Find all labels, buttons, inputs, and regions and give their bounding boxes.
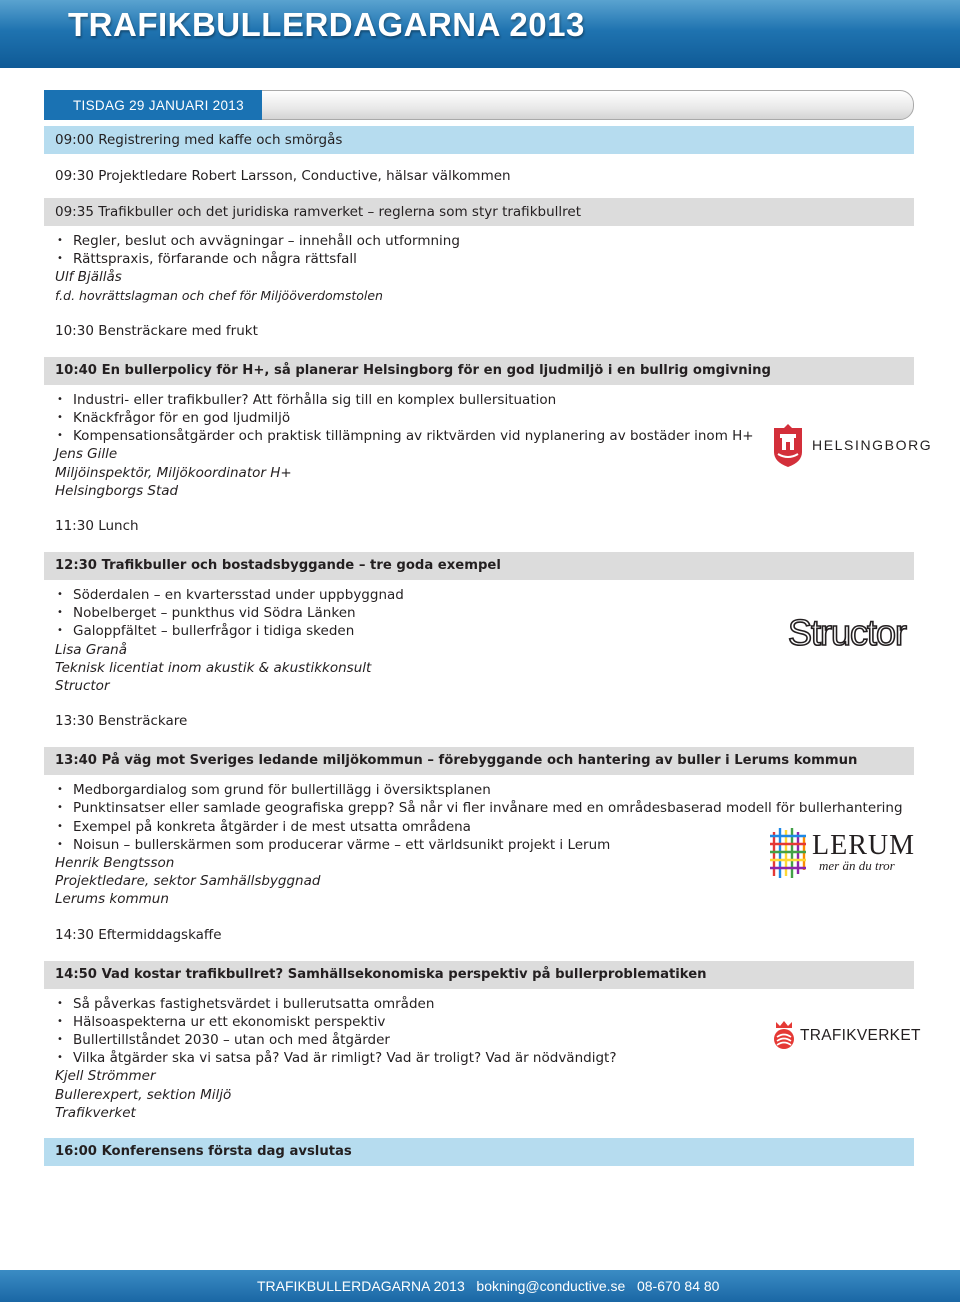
speaker-name: Kjell Strömmer: [55, 1068, 156, 1085]
list-item: • Knäckfrågor för en god ljudmiljö: [55, 409, 914, 427]
speaker-org: Structor: [55, 678, 110, 695]
list-item: • Exempel på konkreta åtgärder i de mest utsatta områdena: [55, 818, 914, 836]
speaker-org: Helsingborgs Stad: [55, 482, 179, 499]
list-item: • Bullertillståndet 2030 – utan och med åtgärder: [55, 1031, 914, 1049]
footer-phone: 08-670 84 80: [636, 1278, 720, 1294]
trafikverket-wordmark: TRAFIKVERKET: [800, 1027, 921, 1044]
speaker-title: Teknisk licentiat inom akustik & akustikkonsult: [55, 659, 372, 676]
lerum-tagline: mer än du tror: [819, 858, 895, 873]
list-item: • Industri- eller trafikbuller? Att förhålla sig till en komplex bullersituation: [55, 391, 914, 409]
trafikverket-logo: [772, 1020, 921, 1052]
session-1230-bullets: [44, 586, 914, 641]
session-1340-title: 13:40 På väg mot Sveriges ledande miljökommun – förebyggande och hantering av buller i Lerums kommun: [44, 747, 914, 775]
list-item: • Medborgardialog som grund för bullertillägg i översiktsplanen: [55, 781, 914, 799]
session-1330: 13:30 Bensträckare: [55, 713, 188, 730]
agenda: [44, 126, 914, 1166]
speaker-org: Trafikverket: [55, 1104, 136, 1121]
helsingborg-logo: [772, 424, 933, 468]
session-1130: 11:30 Lunch: [55, 518, 139, 535]
structor-logo: [788, 612, 918, 662]
lerum-logo: [768, 826, 914, 882]
footer-text: [257, 1278, 719, 1294]
speaker-title: Projektledare, sektor Samhällsbyggnad: [55, 873, 321, 890]
top-banner: [0, 0, 960, 68]
trafikverket-crest-icon: [772, 1020, 796, 1050]
session-1450-title: 14:50 Vad kostar trafikbullret? Samhällsekonomiska perspektiv på bullerproblematiken: [44, 961, 914, 989]
speaker-org: Lerums kommun: [55, 891, 169, 908]
list-item: • Rättspraxis, förfarande och några rättsfall: [55, 250, 914, 268]
speaker-name: Henrik Bengtsson: [55, 855, 175, 872]
footer-bar: [0, 1270, 960, 1302]
session-1430: 14:30 Eftermiddagskaffe: [55, 926, 222, 943]
list-item: • Söderdalen – en kvartersstad under uppbyggnad: [55, 586, 914, 604]
session-1600: 16:00 Konferensens första dag avslutas: [44, 1138, 914, 1166]
speaker-name: Ulf Bjällås: [55, 269, 122, 286]
speaker-name: Lisa Granå: [55, 641, 127, 658]
list-item: • Punktinsatser eller samlade geografiska grepp? Så når vi fler invånare med en områdesbaserad modell för bullerhantering: [55, 799, 914, 817]
helsingborg-wordmark: HELSINGBORG: [812, 437, 933, 453]
session-1230-title: 12:30 Trafikbuller och bostadsbyggande – tre goda exempel: [44, 552, 914, 580]
day-tab: TISDAG 29 JANUARI 2013: [44, 90, 262, 120]
list-item: • Kompensationsåtgärder och praktisk tillämpning av riktvärden vid nyplanering av bostäder inom H+: [55, 427, 914, 445]
speaker-title: f.d. hovrättslagman och chef för Miljööverdomstolen: [55, 287, 383, 303]
session-0935-bullets: [44, 232, 914, 268]
helsingborg-crest-icon: [772, 424, 804, 468]
footer-email[interactable]: bokning@conductive.se: [476, 1278, 626, 1294]
speaker-title: Miljöinspektör, Miljökoordinator H+: [55, 464, 292, 481]
list-item: • Galoppfältet – bullerfrågor i tidiga skeden: [55, 622, 914, 640]
footer-event: TRAFIKBULLERDAGARNA 2013: [257, 1278, 465, 1294]
lerum-wordmark: LERUM: [812, 830, 915, 861]
session-0900: 09:00 Registrering med kaffe och smörgås: [44, 126, 914, 154]
list-item: • Nobelberget – punkthus vid Södra Länken: [55, 604, 914, 622]
list-item: • Vilka åtgärder ska vi satsa på? Vad är rimligt? Vad är troligt? Vad är nödvändigt?: [55, 1049, 914, 1067]
speaker-title: Bullerexpert, sektion Miljö: [55, 1086, 232, 1103]
session-0935-title: 09:35 Trafikbuller och det juridiska ramverket – reglerna som styr trafikbullret: [44, 198, 914, 226]
list-item: • Så påverkas fastighetsvärdet i bullerutsatta områden: [55, 995, 914, 1013]
lerum-pattern-icon: [768, 826, 808, 880]
speaker-name: Jens Gille: [55, 446, 118, 463]
list-item: • Hälsoaspekterna ur ett ekonomiskt perspektiv: [55, 1013, 914, 1031]
structor-wordmark: Structor: [788, 612, 907, 653]
session-1030: 10:30 Bensträckare med frukt: [55, 322, 258, 339]
list-item: • Noisun – bullerskärmen som producerar värme – ett världsunikt projekt i Lerum: [55, 836, 914, 854]
session-0930: 09:30 Projektledare Robert Larsson, Conductive, hälsar välkommen: [55, 168, 511, 184]
session-1040-title: 10:40 En bullerpolicy för H+, så planerar Helsingborg för en god ljudmiljö i en bullrig omgivning: [44, 357, 914, 385]
event-title: TRAFIKBULLERDAGARNA 2013: [68, 6, 585, 43]
list-item: • Regler, beslut och avvägningar – innehåll och utformning: [55, 232, 914, 250]
